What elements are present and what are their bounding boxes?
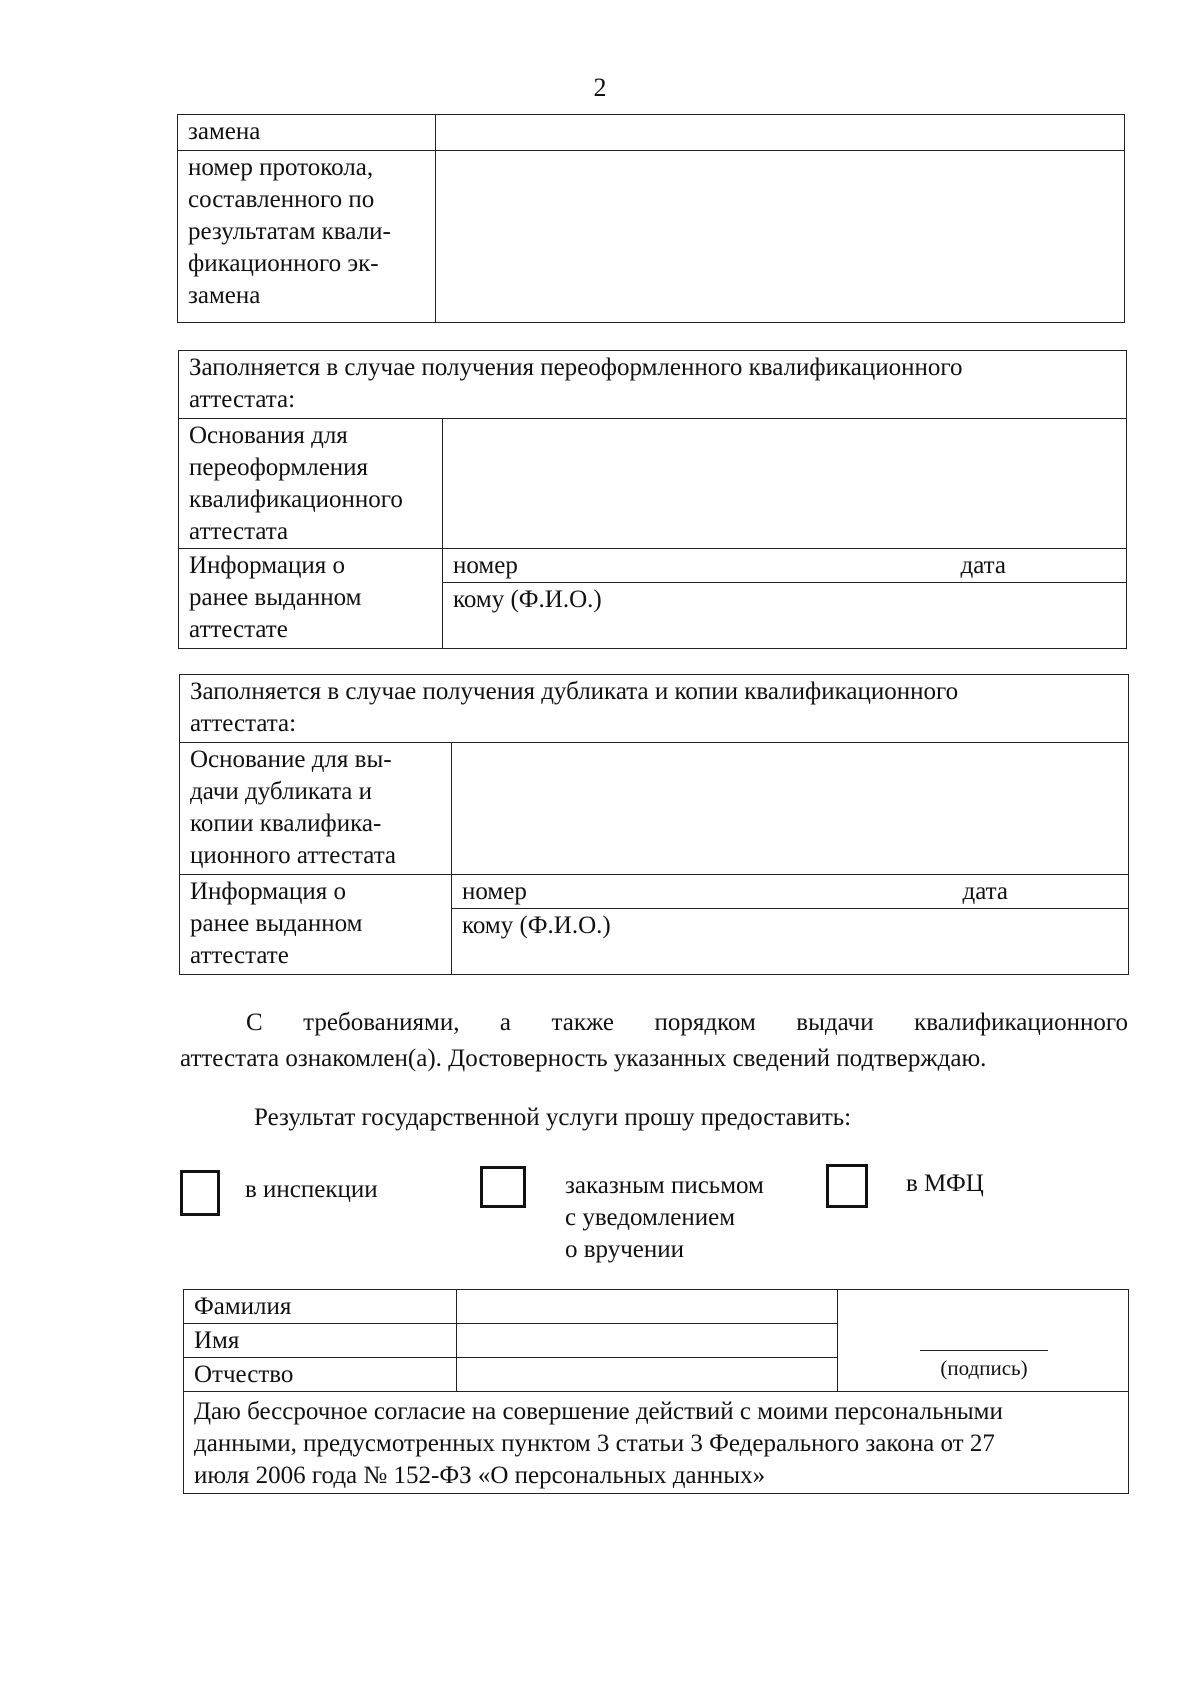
option-line: заказным письмом — [565, 1172, 764, 1199]
label-line: копии квалифика- — [190, 810, 382, 837]
label-line: квалификационного — [189, 486, 403, 513]
exam-row-label: замена — [178, 115, 436, 151]
label-line: составленного по — [188, 186, 375, 213]
reissue-previous-info-label — [179, 549, 443, 649]
reissue-to-whom-field[interactable] — [443, 583, 1127, 649]
label-line: Основание для вы- — [190, 746, 392, 773]
name-field[interactable] — [457, 1324, 838, 1358]
label-line: Информация о — [190, 878, 347, 905]
mfc-option-label: в МФЦ — [906, 1170, 984, 1197]
mfc-checkbox[interactable] — [826, 1164, 868, 1208]
reissue-basis-field[interactable] — [443, 419, 1127, 549]
name-label: Имя — [184, 1324, 457, 1358]
header-line: аттестата: — [190, 710, 297, 737]
label-line: дачи дубликата и — [190, 778, 373, 805]
page-number: 2 — [593, 73, 607, 102]
date-label: дата — [960, 552, 1006, 579]
acknowledgement-line: С требованиями, а также порядком выдачи квалификационного — [246, 1009, 1128, 1036]
label-line: аттестата — [189, 518, 289, 545]
label-line: ционного аттестата — [190, 842, 397, 869]
consent-line: данными, предусмотренных пунктом 3 статьи 3 Федерального закона от 27 — [194, 1430, 995, 1457]
reissue-section-header — [179, 351, 1127, 419]
reissue-basis-label — [179, 419, 443, 549]
signature-line — [920, 1350, 1048, 1351]
header-line: аттестата: — [189, 386, 296, 413]
registered-mail-option-label — [565, 1170, 764, 1266]
label-line: Информация о — [189, 552, 346, 579]
acknowledgement-line: аттестата ознакомлен(а). Достоверность указанных сведений подтверждаю. — [180, 1045, 987, 1072]
date-label: дата — [962, 878, 1008, 905]
registered-mail-checkbox[interactable] — [480, 1166, 526, 1208]
duplicate-number-date-field[interactable] — [452, 875, 1129, 909]
inspection-checkbox[interactable] — [180, 1170, 220, 1216]
exam-row-value[interactable] — [436, 115, 1125, 151]
label-line: Основания для — [189, 422, 348, 449]
label-line: замена — [188, 282, 261, 309]
patronymic-field[interactable] — [457, 1358, 838, 1392]
duplicate-to-whom-field[interactable] — [452, 909, 1129, 975]
consent-line: Даю бессрочное согласие на совершение действий с моими персональными — [194, 1398, 1003, 1425]
reissue-section-table — [178, 350, 1127, 649]
protocol-number-label — [178, 151, 436, 323]
to-whom-label: кому (Ф.И.О.) — [453, 586, 602, 613]
protocol-number-field[interactable] — [436, 151, 1125, 323]
patronymic-label: Отчество — [184, 1358, 457, 1392]
applicant-table — [183, 1289, 1129, 1494]
label-line: ранее выданном — [190, 910, 363, 937]
label-line: фикационного эк- — [188, 250, 379, 277]
reissue-number-date-field[interactable] — [443, 549, 1127, 583]
number-label: номер — [453, 552, 518, 579]
delivery-prompt: Результат государственной услуги прошу предоставить: — [254, 1104, 852, 1131]
duplicate-previous-info-label — [180, 875, 452, 975]
duplicate-basis-field[interactable] — [452, 743, 1129, 875]
label-line: ранее выданном — [189, 584, 362, 611]
acknowledgement-paragraph — [180, 1005, 1128, 1077]
label-line: номер протокола, — [188, 154, 374, 181]
personal-data-consent — [184, 1392, 1129, 1494]
surname-label: Фамилия — [184, 1290, 457, 1324]
duplicate-basis-label — [180, 743, 452, 875]
option-line: о вручении — [565, 1236, 685, 1263]
consent-line: июля 2006 года № 152-ФЗ «О персональных данных» — [194, 1462, 766, 1489]
header-line: Заполняется в случае получения переоформленного квалификационного — [189, 354, 963, 381]
to-whom-label: кому (Ф.И.О.) — [462, 912, 611, 939]
header-line: Заполняется в случае получения дубликата и копии квалификационного — [190, 678, 959, 705]
label-line: аттестате — [189, 616, 288, 643]
option-line: с уведомлением — [565, 1204, 736, 1231]
label-line: аттестате — [190, 942, 289, 969]
duplicate-section-table — [179, 674, 1129, 975]
signature-caption: (подпись) — [940, 1356, 1028, 1380]
label-line: переоформления — [189, 454, 369, 481]
signature-cell[interactable] — [838, 1290, 1129, 1392]
label-line: результатам квали- — [188, 218, 391, 245]
number-label: номер — [462, 878, 527, 905]
exam-protocol-table — [177, 114, 1125, 323]
duplicate-section-header — [180, 675, 1129, 743]
inspection-option-label: в инспекции — [245, 1176, 378, 1203]
surname-field[interactable] — [457, 1290, 838, 1324]
